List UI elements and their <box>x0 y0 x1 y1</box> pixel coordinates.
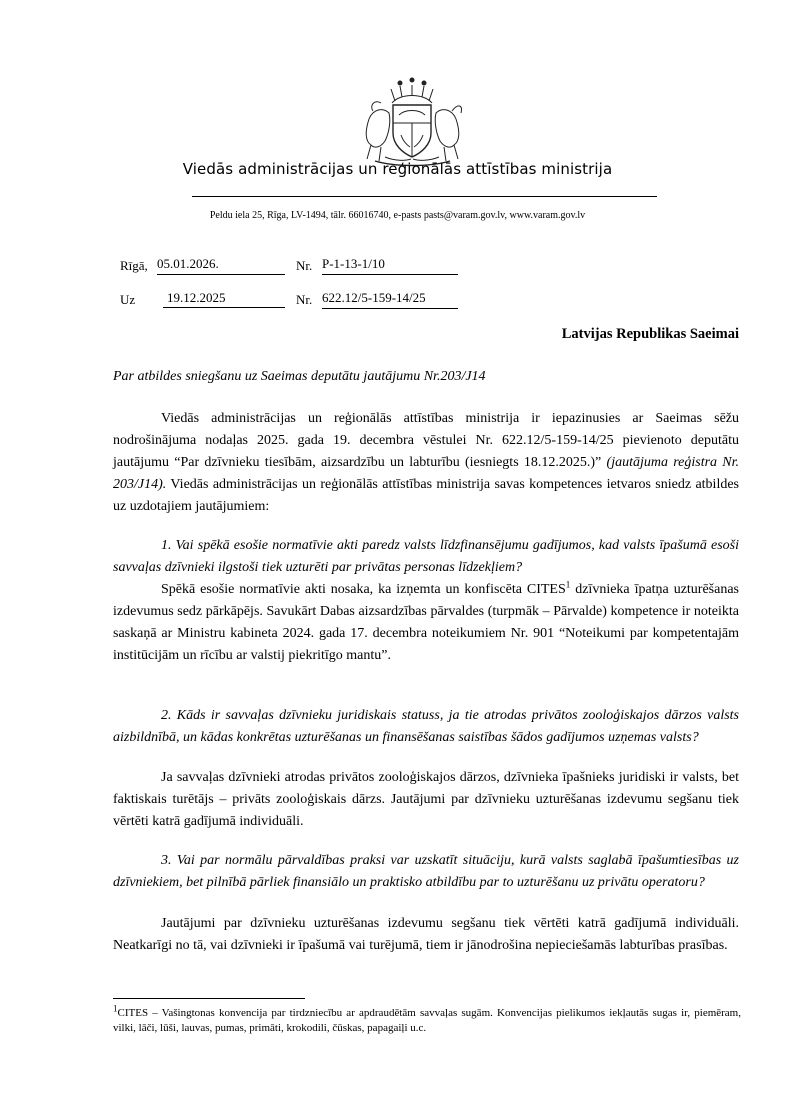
intro-text: Viedās administrācijas un reģionālās attīstības ministrija ir iepazinusies ar Saeimas sēžu nodrošinājuma nodaļas 2025. gada 19. decembra vēstulei Nr. 622.12/5-159-14/25 pievienoto deputātu jautājumu “Par dzīvnieku tiesībām, aizsardzību un labturību (iesniegts 18.12.2025.)” <box>113 411 739 470</box>
reference-number-label: Nr. <box>296 292 313 307</box>
answer-2: Ja savvaļas dzīvnieki atrodas privātos zooloģiskajos dārzos, dzīvnieka īpašnieks juridiski ir valsts, bet faktiskais turētājs – privāts zooloģiskais dārzs. Jautājumi par dzīvnieku uzturēšanas izdevumu segšanu tiek vērtēti katrā gadījumā individuāli. <box>113 770 739 829</box>
reference-label: Uz <box>120 292 136 307</box>
intro-paragraph <box>113 408 739 518</box>
footnote-marker: 1 <box>113 1003 118 1014</box>
intro-registry-ref: (jautājuma reģistra Nr. 203/J14). <box>113 455 740 492</box>
document-number: P-1-13-1/10 <box>322 256 458 275</box>
question-1: 1. Vai spēkā esošie normatīvie akti paredz valsts līdzfinansējumu gadījumos, kad valsts īpašumā esoši savvaļas dzīvnieki ilgstoši tiek uzturēti par privātas personas līdzekļiem? <box>113 538 739 575</box>
reference-date: 19.12.2025 <box>163 290 285 308</box>
reference-number: 622.12/5-159-14/25 <box>322 290 458 309</box>
answer-3: Jautājumi par dzīvnieku uzturēšanas izdevumu segšanu tiek vērtēti katrā gadījumā individuāli. Neatkarīgi no tā, vai dzīvnieki ir īpašumā vai turējumā, tiem ir jānodrošina nepieciešamās labturības prasības. <box>113 916 739 953</box>
subject-line: Par atbildes sniegšanu uz Saeimas deputātu jautājumu Nr.203/J14 <box>113 369 486 384</box>
intro-text-2: Viedās administrācijas un reģionālās attīstības ministrija savas kompetences ietvaros sniedz atbildes uz uzdotajiem jautājumiem: <box>113 477 740 514</box>
contact-line: Peldu iela 25, Rīga, LV-1494, tālr. 66016740, e-pasts pasts@varam.gov.lv, www.varam.gov.lv <box>209 210 586 221</box>
footnote-ref: 1 <box>565 579 571 590</box>
number-label: Nr. <box>296 258 313 273</box>
recipient: Latvijas Republikas Saeimai <box>561 326 739 342</box>
answer-1-text-b: dzīvnieka īpatņa uzturēšanas izdevumus sedz pārkāpējs. Savukārt Dabas aizsardzības pārvaldes (turpmāk – Pārvalde) kompetence ir noteikta saskaņā ar Ministru kabineta 2024. gada 17. decembra noteikumiem Nr. 901 “Noteikumi par kompetentajām institūcijām un rīcību ar valstij piekritīgo mantu”. <box>113 582 740 663</box>
ministry-name: Viedās administrācijas un reģionālās attīstības ministrija <box>182 160 613 178</box>
document-date: 05.01.2026. <box>157 256 285 275</box>
footnote-divider <box>113 998 305 999</box>
place-label: Rīgā, <box>120 258 148 273</box>
footnote <box>113 1003 741 1036</box>
answer-1-text-a: Spēkā esošie normatīvie akti nosaka, ka izņemta un konfiscēta CITES <box>161 582 566 597</box>
coat-of-arms-icon <box>355 75 470 167</box>
answer-1 <box>113 579 739 667</box>
header-divider <box>192 196 657 197</box>
footnote-text: CITES – Vašingtonas konvencija par tirdzniecību ar apdraudētām savvaļas sugām. Konvencijas pielikumos iekļautās sugas ir, piemēram, vilki, lāči, lūši, lauvas, pumas, primāti, krokodili, čūskas, papagaiļi u.c. <box>113 1007 741 1034</box>
question-2: 2. Kāds ir savvaļas dzīvnieku juridiskais statuss, ja tie atrodas privātos zooloģiskajos dārzos valsts aizbildnībā, un kādas konkrētas uzturēšanas un finansēšanas saistības šādos gadījumos uzņemas valsts? <box>113 708 739 745</box>
question-3: 3. Vai par normālu pārvaldības praksi var uzskatīt situāciju, kurā valsts saglabā īpašumtiesības uz dzīvniekiem, bet pilnībā pārliek finansiālo un praktisko atbildību par to uzturēšanu uz privātu operatoru? <box>113 853 739 890</box>
